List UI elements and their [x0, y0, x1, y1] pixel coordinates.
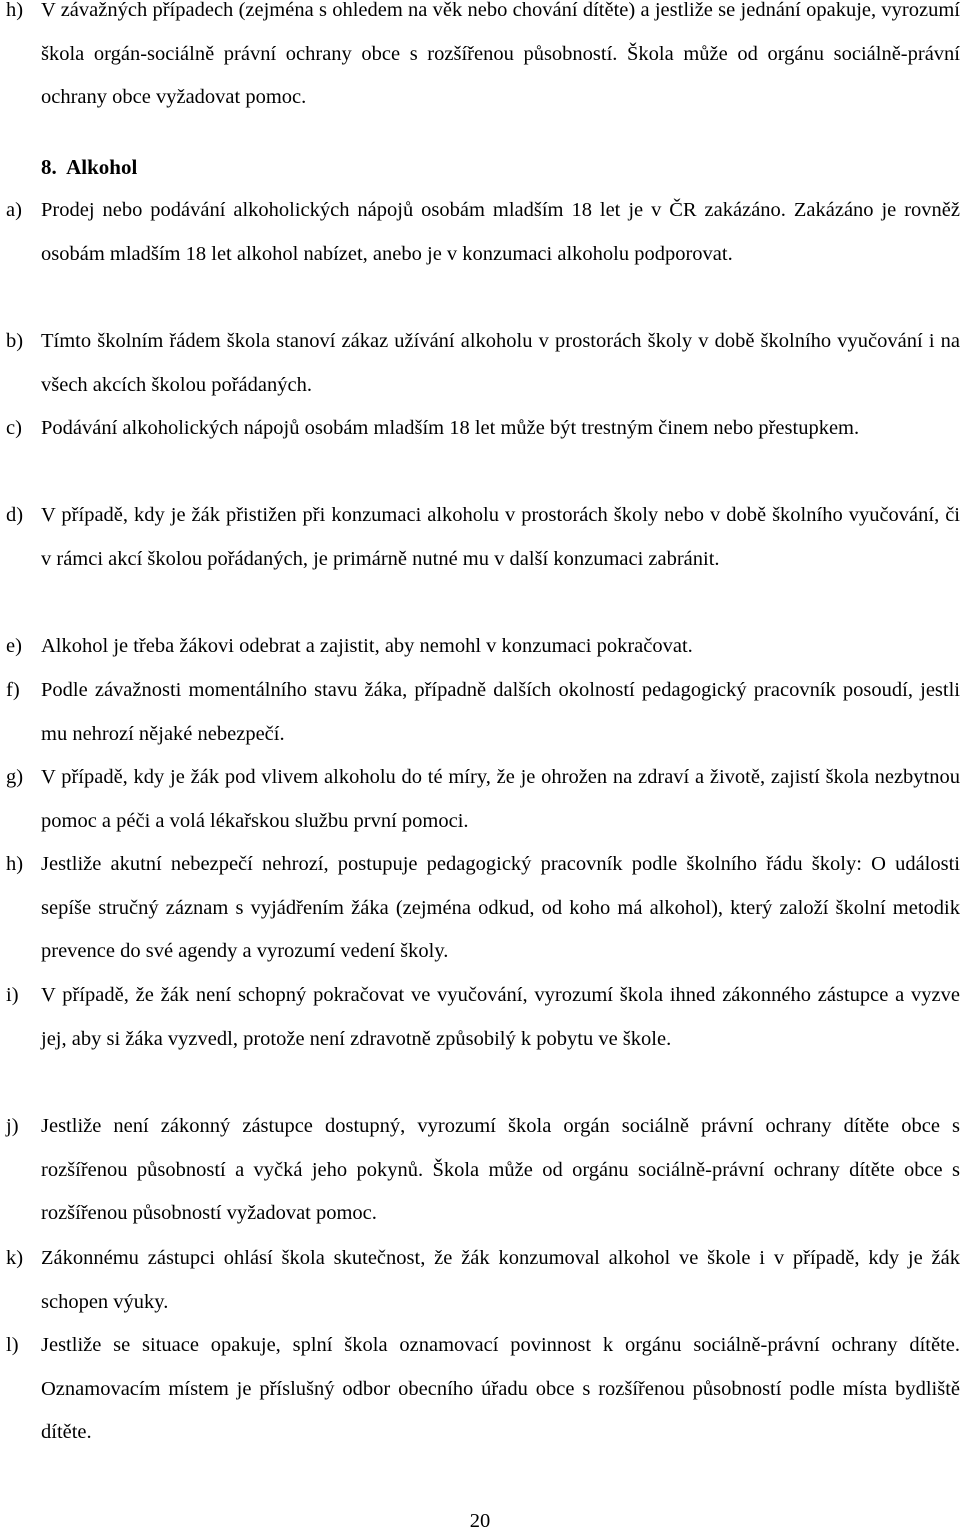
- list-marker: h): [6, 853, 24, 875]
- list-item-text: V případě, kdy je žák pod vlivem alkoholu do té míry, že je ohrožen na zdraví a životě, zajistí škola nezbytnou pomoc a péči a volá lékařskou službu první pomoci.: [41, 766, 960, 832]
- list-item-i: [6, 974, 960, 1061]
- list-marker: h): [6, 0, 24, 21]
- list-marker: l): [6, 1334, 19, 1356]
- list-item-text: Prodej nebo podávání alkoholických nápojů osobám mladším 18 let je v ČR zakázáno. Zakázáno je rovněž osobám mladším 18 let alkohol nabízet, anebo je v konzumaci alkoholu podporovat.: [41, 199, 960, 265]
- list-item-text: Jestliže akutní nebezpečí nehrozí, postupuje pedagogický pracovník podle školního řádu školy: O události sepíše stručný záznam s vyjádřením žáka (zejména odkud, od koho má alkohol), který založí školní metodik prevence do své agendy a vyrozumí vedení školy.: [41, 853, 960, 962]
- list-item-text: Jestliže se situace opakuje, splní škola oznamovací povinnost k orgánu sociálně-právní ochrany dítěte. Oznamovacím místem je příslušný odbor obecního úřadu obce s rozšířenou působností podle místa bydliště dítěte.: [41, 1334, 960, 1443]
- list-item-a: [6, 189, 960, 276]
- list-item-text: Zákonnému zástupci ohlásí škola skutečnost, že žák konzumoval alkohol ve škole i v případě, kdy je žák schopen výuky.: [41, 1247, 960, 1313]
- list-marker: g): [6, 766, 24, 788]
- list-item-f: [6, 669, 960, 756]
- list-item-c: [6, 407, 960, 451]
- list-item-k: [6, 1237, 960, 1324]
- page-number: 20: [469, 1510, 491, 1532]
- list-item-text: V případě, kdy je žák přistižen při konzumaci alkoholu v prostorách školy nebo v době školního vyučování, či v rámci akcí školou pořádaných, je primárně nutné mu v další konzumaci zabránit.: [41, 504, 960, 570]
- list-marker: k): [6, 1247, 24, 1269]
- list-marker: a): [6, 199, 22, 221]
- list-item-h: [6, 843, 960, 974]
- list-marker: b): [6, 330, 24, 352]
- section-title: Alkohol: [66, 155, 138, 179]
- section-number: 8.: [41, 155, 57, 179]
- list-item-e: [6, 625, 960, 669]
- list-marker: i): [6, 984, 19, 1006]
- list-marker: e): [6, 635, 22, 657]
- list-item-d: [6, 494, 960, 581]
- list-marker: c): [6, 417, 22, 439]
- list-item-text: V případě, že žák není schopný pokračovat ve vyučování, vyrozumí škola ihned zákonného zástupce a vyzve jej, aby si žáka vyzvedl, protože není zdravotně způsobilý k pobytu ve škole.: [41, 984, 960, 1050]
- list-marker: j): [6, 1115, 19, 1137]
- list-item-text: Alkohol je třeba žákovi odebrat a zajistit, aby nemohl v konzumaci pokračovat.: [41, 635, 693, 657]
- list-marker: d): [6, 504, 24, 526]
- list-item-text: Podle závažnosti momentálního stavu žáka, případně dalších okolností pedagogický pracovník posoudí, jestli mu nehrozí nějaké nebezpečí.: [41, 679, 960, 745]
- list-item-b: [6, 320, 960, 407]
- list-item-text: Jestliže není zákonný zástupce dostupný, vyrozumí škola orgán sociálně právní ochrany dítěte obce s rozšířenou působností a vyčká jeho pokynů. Škola může od orgánu sociálně-právní ochrany dítěte obce s rozšířenou působností vyžadovat pomoc.: [41, 1115, 960, 1224]
- list-item-text: Podávání alkoholických nápojů osobám mladším 18 let může být trestným činem nebo přestupkem.: [41, 417, 860, 439]
- list-item-text: Tímto školním řádem škola stanoví zákaz užívání alkoholu v prostorách školy v době školního vyučování i na všech akcích školou pořádaných.: [41, 330, 960, 396]
- list-item-g: [6, 756, 960, 843]
- list-item-h-previous: [6, 0, 960, 120]
- list-item-text: V závažných případech (zejména s ohledem na věk nebo chování dítěte) a jestliže se jednání opakuje, vyrozumí škola orgán-sociálně právní ochrany obce s rozšířenou působností. Škola může od orgánu sociálně-právní ochrany obce vyžadovat pomoc.: [41, 0, 960, 108]
- section-heading: [41, 146, 137, 190]
- list-item-j: [6, 1105, 960, 1236]
- list-item-l: [6, 1324, 960, 1455]
- list-marker: f): [6, 679, 20, 701]
